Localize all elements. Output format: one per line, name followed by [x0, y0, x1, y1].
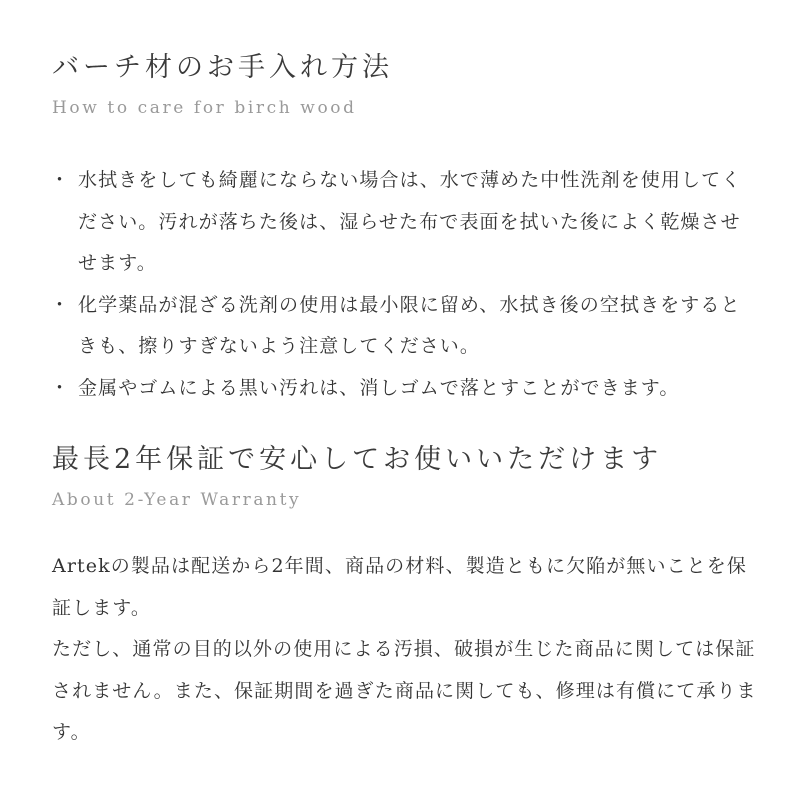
warranty-subtitle: About 2-Year Warranty — [52, 490, 302, 510]
care-list — [0, 160, 800, 409]
care-list-item — [0, 160, 758, 285]
care-subtitle: How to care for birch wood — [52, 98, 357, 118]
bullet-icon: ・ — [50, 293, 71, 316]
care-item-text: 金属やゴムによる黒い汚れは、消しゴムで落とすことができます。 — [78, 376, 680, 399]
warranty-paragraph: Artekの製品は配送から2年間、商品の材料、製造ともに欠陥が無いことを保証します。 — [52, 555, 747, 619]
warranty-body — [52, 546, 764, 754]
warranty-paragraph: ただし、通常の目的以外の使用による汚損、破損が生じた商品に関しては保証されません。また、保証期間を過ぎた商品に関しても、修理は有償にて承ります。 — [52, 638, 757, 743]
care-title: バーチ材のお手入れ方法 — [52, 52, 393, 83]
bullet-icon: ・ — [50, 169, 71, 191]
care-list-item — [0, 285, 758, 368]
care-list-item — [0, 368, 758, 410]
warranty-title: 最長2年保証で安心してお使いいただけます — [52, 444, 663, 475]
care-item-text: 水拭きをしても綺麗にならない場合は、水で薄めた中性洗剤を使用してください。汚れが落ちた後は、湿らせた布で表面を拭いた後によく乾燥させせます。 — [78, 169, 742, 274]
bullet-icon: ・ — [50, 376, 71, 399]
care-item-text: 化学薬品が混ざる洗剤の使用は最小限に留め、水拭き後の空拭きをするときも、擦りすぎないよう注意してください。 — [78, 293, 741, 357]
